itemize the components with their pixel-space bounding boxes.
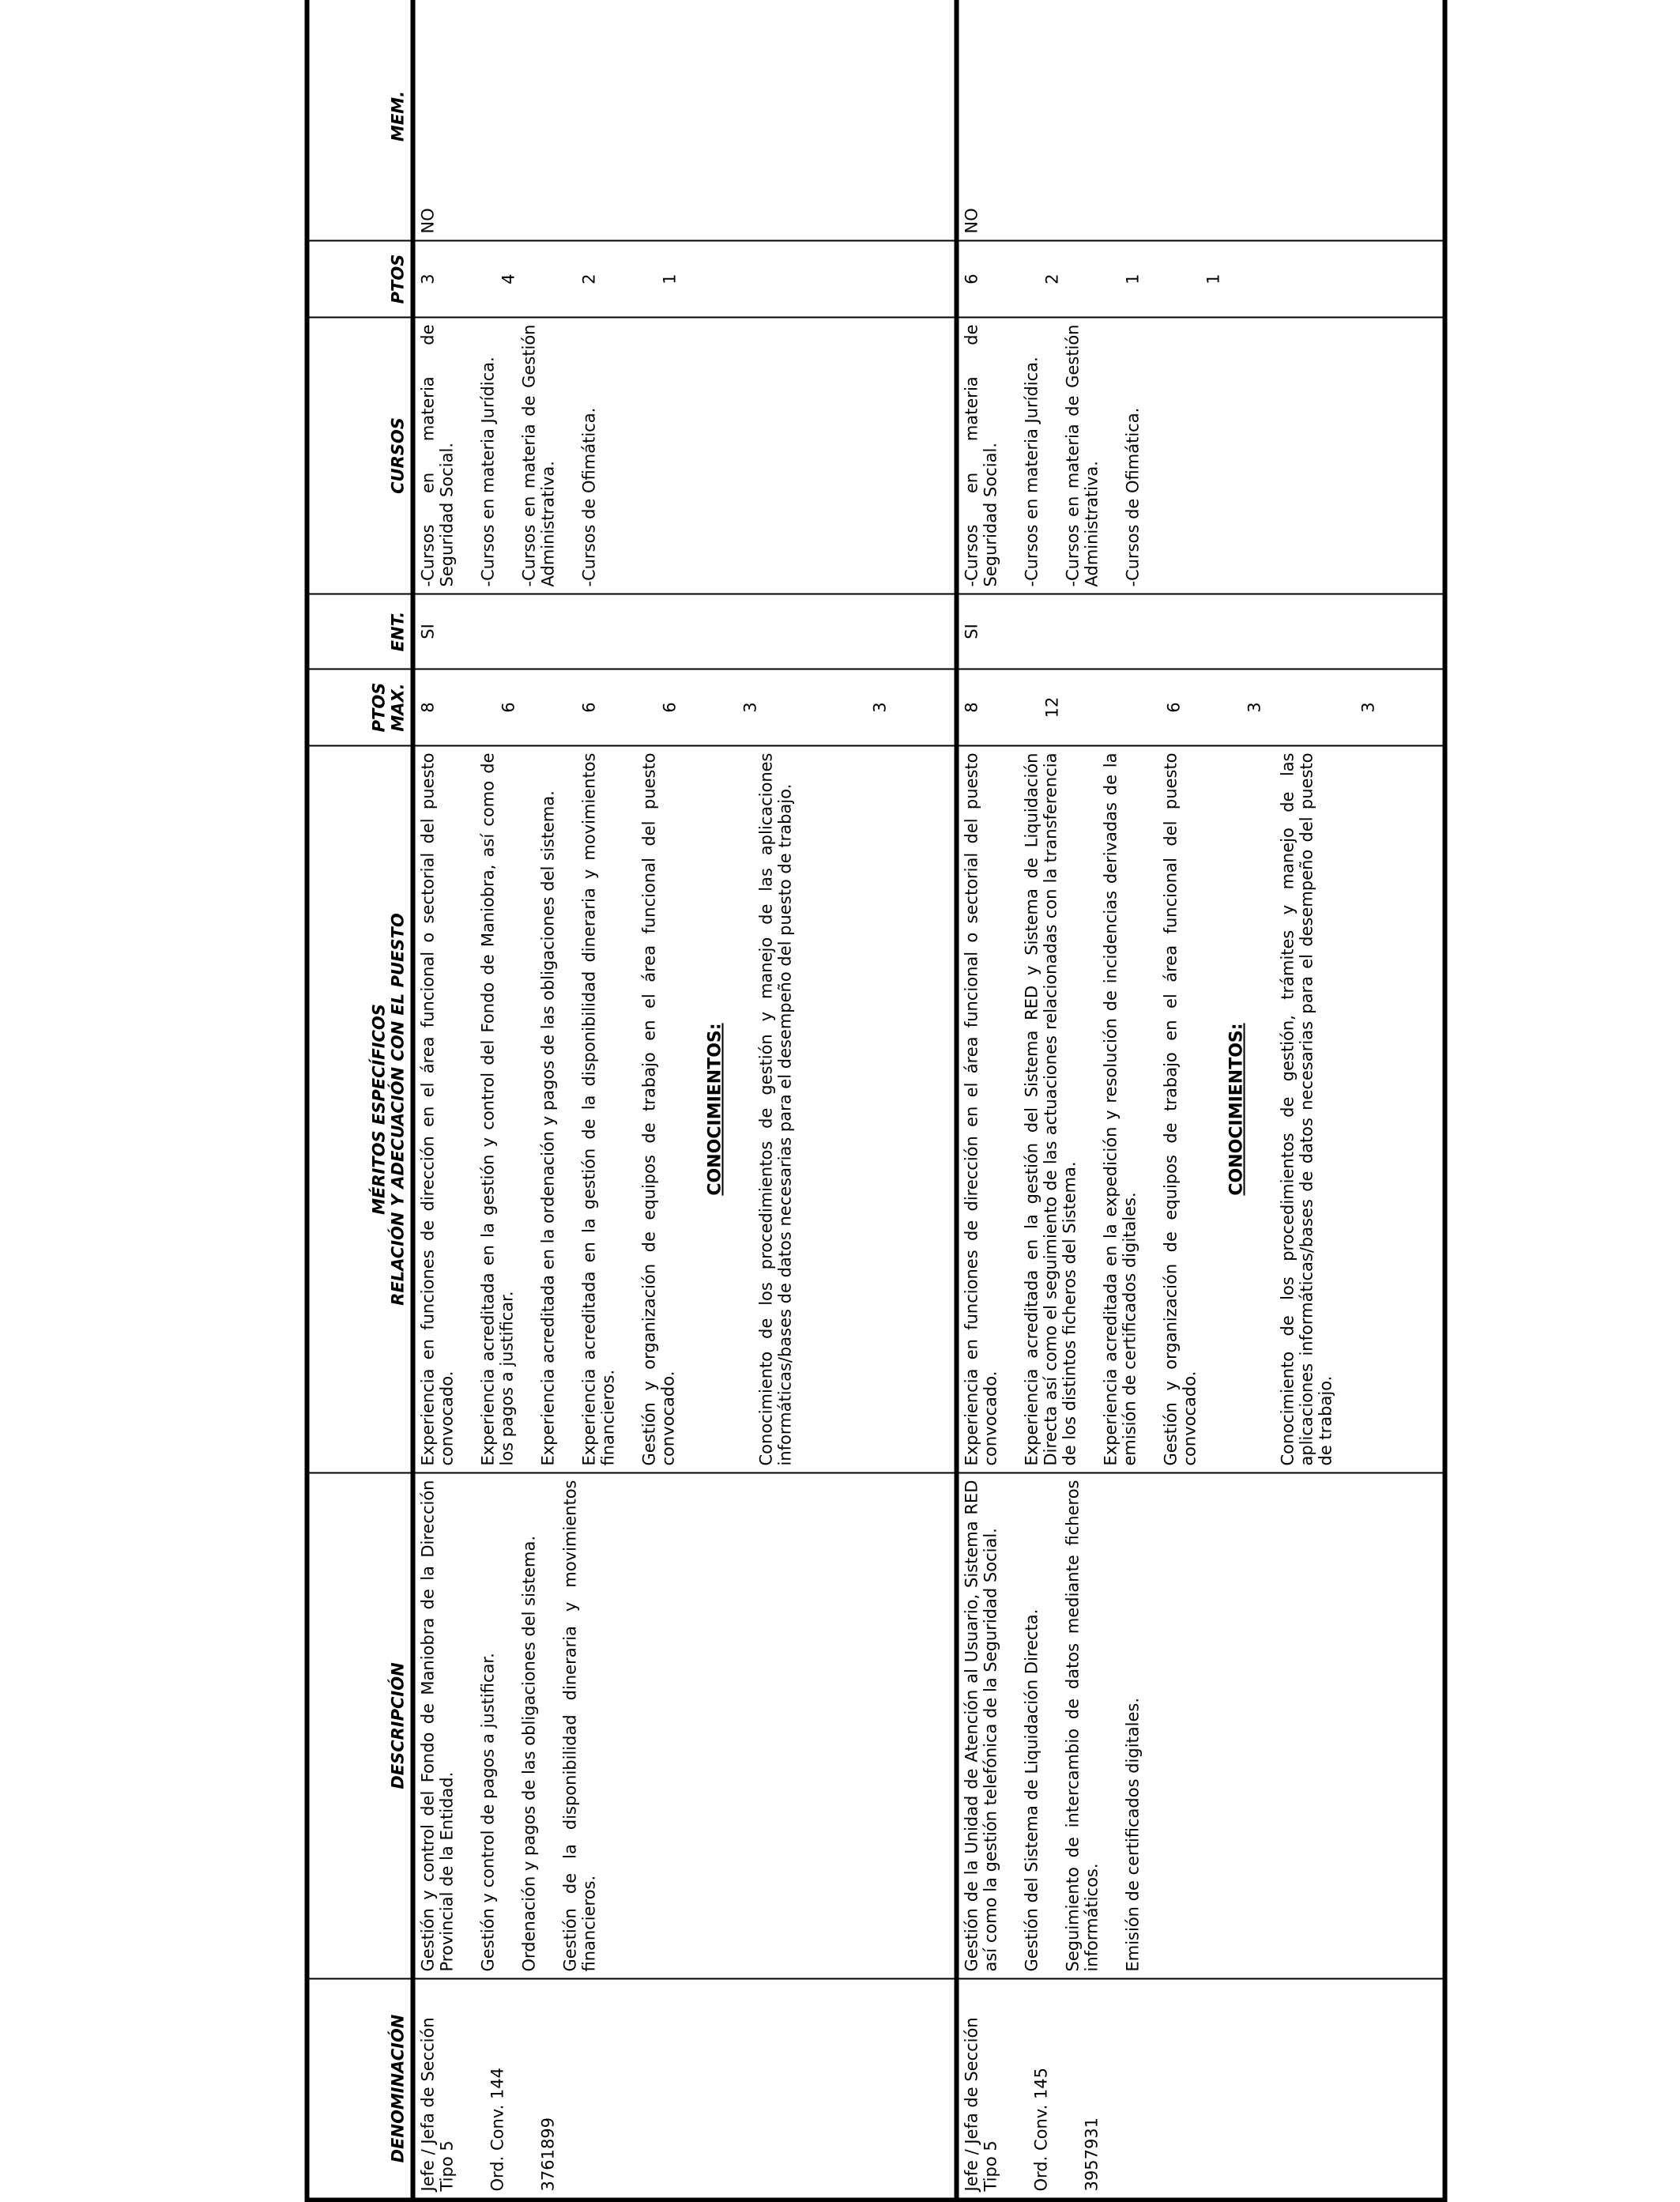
puesto-orden: Ord. Conv. 144	[488, 2067, 507, 2191]
curso-item: -Cursos en materia de Seguridad Social.	[962, 324, 1000, 586]
header-ptos-max	[307, 669, 413, 745]
ptos-max-value: 8	[962, 701, 981, 713]
curso-item: -Cursos en materia de Gestión Administrativa.	[1063, 324, 1102, 586]
descripcion-item: Gestión y control de pagos a justificar.	[478, 1652, 498, 1971]
ptos-max-value: 6	[1164, 701, 1184, 713]
merito-item: Experiencia acreditada en la gestión y control del Fondo de Maniobra, así como de los pagos a justificar.	[478, 752, 517, 1465]
merito-item: Experiencia en funciones de dirección en el área funcional o sectorial del puesto convocado.	[418, 752, 457, 1465]
curso-item: -Cursos en materia de Seguridad Social.	[418, 324, 457, 586]
curso-item: -Cursos de Ofimática.	[1123, 407, 1143, 586]
conocimientos-text: Conocimiento de los procedimientos de gestión, trámites y manejo de las aplicaciones informáticas/bases de datos necesarias para el desempeño del puesto de trabajo.	[1278, 752, 1335, 1465]
ptos-cell	[413, 240, 957, 317]
header-meritos	[307, 745, 413, 1472]
ptos-value: 6	[962, 273, 981, 285]
ent-cell: SI	[957, 594, 1445, 669]
ptos-cell	[957, 240, 1445, 317]
ptos-value: 4	[499, 273, 518, 285]
ptos-max-cell	[413, 669, 957, 745]
descripcion-item: Gestión de la Unidad de Atención al Usuario, Sistema RED así como la gestión telefónica de la Seguridad Social.	[962, 1480, 1000, 1971]
descripcion-item: Gestión y control del Fondo de Maniobra de la Dirección Provincial de la Entidad.	[418, 1480, 457, 1971]
table-row	[413, 0, 957, 2200]
ptos-value: 3	[418, 273, 438, 285]
header-ptos-max-line2: MAX.	[388, 682, 408, 732]
descripcion-item: Ordenación y pagos de las obligaciones del sistema.	[519, 1535, 539, 1971]
descripcion-cell	[413, 1472, 957, 1978]
header-ptos-max-line1: PTOS	[369, 682, 389, 732]
ptos-value: 1	[1203, 273, 1223, 285]
puesto-title: Jefe / Jefa de Sección Tipo 5	[418, 2016, 457, 2191]
merito-item: Experiencia acreditada en la expedición y resolución de incidencias derivadas de la emisión de certificados digitales.	[1101, 752, 1139, 1465]
merits-table	[305, 0, 1448, 2202]
ptos-max-value: 8	[418, 701, 438, 713]
ptos-max-value: 12	[1042, 696, 1062, 718]
header-ent: ENT.	[307, 594, 413, 669]
header-denominacion: DENOMINACIÓN	[307, 1978, 413, 2200]
merito-item: Gestión y organización de equipos de trabajo en el área funcional del puesto convocado.	[639, 752, 678, 1465]
denominacion-cell	[957, 1978, 1445, 2200]
ent-cell: SI	[413, 594, 957, 669]
ptos-max-value: 3	[740, 701, 760, 713]
conocimientos-heading: CONOCIMIENTOS:	[1226, 1022, 1247, 1196]
puesto-codigo: 3761899	[538, 2117, 558, 2191]
merito-item: Experiencia acreditada en la ordenación y pagos de las obligaciones del sistema.	[538, 790, 558, 1465]
cursos-cell	[413, 317, 957, 594]
cursos-cell	[957, 317, 1445, 594]
meritos-cell	[957, 745, 1445, 1472]
ptos-value: 1	[660, 273, 680, 285]
ptos-max-value: 3	[1358, 701, 1378, 713]
ptos-value: 2	[1042, 273, 1062, 285]
merito-item: Experiencia acreditada en la gestión de la disponibilidad dineraria y movimientos financieros.	[579, 752, 618, 1465]
puesto-codigo: 3957931	[1082, 2117, 1102, 2191]
ptos-max-value: 6	[579, 701, 599, 713]
merito-item: Experiencia en funciones de dirección en el área funcional o sectorial del puesto convocado.	[962, 752, 1000, 1465]
table-row	[957, 0, 1445, 2200]
conocimientos-text: Conocimiento de los procedimientos de gestión y manejo de las aplicaciones informáticas/bases de datos necesarias para el desempeño del puesto de trabajo.	[756, 752, 795, 1465]
header-mem: MEM.	[307, 0, 413, 240]
curso-item: -Cursos de Ofimática.	[579, 407, 599, 586]
merito-item: Gestión y organización de equipos de trabajo en el área funcional del puesto convocado.	[1161, 752, 1200, 1465]
header-ptos: PTOS	[307, 240, 413, 317]
header-row	[307, 0, 413, 2200]
denominacion-cell	[413, 1978, 957, 2200]
conocimientos-heading: CONOCIMIENTOS:	[705, 1022, 725, 1196]
ptos-max-value: 3	[870, 701, 890, 713]
ptos-max-cell	[957, 669, 1445, 745]
ptos-max-value: 6	[499, 701, 518, 713]
mem-cell: NO	[957, 0, 1445, 240]
curso-item: -Cursos en materia Jurídica.	[1022, 356, 1042, 586]
puesto-orden: Ord. Conv. 145	[1031, 2067, 1051, 2191]
descripcion-item: Seguimiento de intercambio de datos mediante ficheros informáticos.	[1063, 1480, 1102, 1971]
ptos-value: 1	[1123, 273, 1143, 285]
merito-item: Experiencia acreditada en la gestión del Sistema RED y Sistema de Liquidación Directa así como el seguimiento de las actuaciones relacionadas con la transferencia de los distintos ficheros del Sistema.	[1022, 752, 1079, 1465]
header-cursos: CURSOS	[307, 317, 413, 594]
descripcion-item: Emisión de certificados digitales.	[1123, 1697, 1143, 1971]
mem-cell: NO	[413, 0, 957, 240]
descripcion-cell	[957, 1472, 1445, 1978]
header-meritos-line1: MÉRITOS ESPECÍFICOS	[369, 1003, 389, 1215]
ptos-max-value: 6	[660, 701, 680, 713]
rotated-document-page	[305, 0, 1376, 2202]
ptos-max-value: 3	[1245, 701, 1264, 713]
curso-item: -Cursos en materia Jurídica.	[478, 356, 498, 586]
puesto-title: Jefe / Jefa de Sección Tipo 5	[962, 2016, 1000, 2191]
header-meritos-line2: RELACIÓN Y ADECUACIÓN CON EL PUESTO	[388, 912, 408, 1306]
ptos-value: 2	[579, 273, 599, 285]
curso-item: -Cursos en materia de Gestión Administrativa.	[519, 324, 558, 586]
descripcion-item: Gestión del Sistema de Liquidación Directa.	[1022, 1608, 1042, 1971]
header-descripcion: DESCRIPCIÓN	[307, 1472, 413, 1978]
descripcion-item: Gestión de la disponibilidad dineraria y movimientos financieros.	[560, 1480, 599, 1971]
meritos-cell	[413, 745, 957, 1472]
